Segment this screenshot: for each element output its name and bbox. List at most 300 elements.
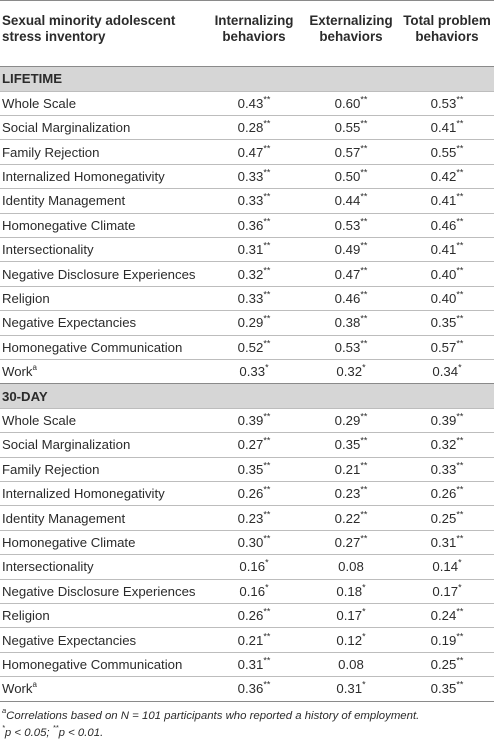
value-total: 0.25 xyxy=(430,656,457,672)
row-label: Religion xyxy=(2,608,50,624)
value-internalizing: 0.28 xyxy=(237,120,264,136)
value-externalizing: 0.57 xyxy=(334,144,361,160)
cell-externalizing xyxy=(302,213,400,237)
cell-externalizing xyxy=(302,433,400,457)
cell-externalizing xyxy=(302,115,400,139)
significance-stars: ** xyxy=(263,265,271,276)
footnote-text: Correlations based on N = 101 participants who reported a history of employment. xyxy=(6,710,420,722)
cell-externalizing xyxy=(302,359,400,383)
significance-stars: ** xyxy=(360,509,368,520)
footnote-star-1: * xyxy=(2,723,5,733)
cell-externalizing xyxy=(302,237,400,261)
significance-stars: ** xyxy=(263,606,271,617)
value-internalizing: 0.16 xyxy=(239,559,266,575)
table-row xyxy=(0,604,494,628)
value-total: 0.24 xyxy=(430,608,457,624)
row-label-footnote-marker: a xyxy=(32,362,37,372)
value-externalizing: 0.21 xyxy=(334,461,361,477)
significance-stars: ** xyxy=(456,338,464,349)
row-label-cell xyxy=(0,555,206,579)
significance-stars: * xyxy=(362,582,366,593)
cell-total xyxy=(400,262,494,286)
significance-stars: ** xyxy=(456,313,464,324)
row-label-cell xyxy=(0,579,206,603)
value-internalizing: 0.27 xyxy=(237,437,264,453)
value-total: 0.14 xyxy=(432,559,459,575)
row-label-footnote-marker: a xyxy=(32,679,37,689)
significance-stars: ** xyxy=(360,191,368,202)
significance-stars: ** xyxy=(263,411,271,422)
table-row xyxy=(0,482,494,506)
row-label: Intersectionality xyxy=(2,242,94,258)
significance-stars: ** xyxy=(263,631,271,642)
significance-stars: ** xyxy=(263,338,271,349)
table-body xyxy=(0,67,494,702)
cell-total xyxy=(400,140,494,164)
value-internalizing: 0.33 xyxy=(237,193,264,209)
significance-stars: ** xyxy=(263,143,271,154)
row-label: Homonegative Communication xyxy=(2,339,183,355)
significance-stars: ** xyxy=(456,484,464,495)
cell-internalizing xyxy=(206,140,302,164)
value-externalizing: 0.60 xyxy=(334,95,361,111)
value-internalizing: 0.32 xyxy=(237,266,264,282)
cell-internalizing xyxy=(206,213,302,237)
row-label-cell xyxy=(0,604,206,628)
significance-stars: ** xyxy=(263,289,271,300)
cell-externalizing xyxy=(302,140,400,164)
cell-externalizing xyxy=(302,311,400,335)
value-internalizing: 0.31 xyxy=(237,242,264,258)
cell-externalizing xyxy=(302,677,400,701)
cell-externalizing xyxy=(302,91,400,115)
value-total: 0.42 xyxy=(430,168,457,184)
cell-externalizing xyxy=(302,262,400,286)
row-label-cell xyxy=(0,677,206,701)
value-total: 0.19 xyxy=(430,632,457,648)
significance-stars: ** xyxy=(263,191,271,202)
cell-total xyxy=(400,506,494,530)
value-externalizing: 0.49 xyxy=(334,242,361,258)
cell-internalizing xyxy=(206,408,302,432)
table-row xyxy=(0,286,494,310)
value-externalizing: 0.47 xyxy=(334,266,361,282)
row-label-cell xyxy=(0,91,206,115)
row-label: Negative Disclosure Experiences xyxy=(2,266,196,282)
row-label-cell xyxy=(0,628,206,652)
row-label: Intersectionality xyxy=(2,559,94,575)
cell-total xyxy=(400,677,494,701)
value-internalizing: 0.30 xyxy=(237,535,264,551)
cell-externalizing xyxy=(302,579,400,603)
value-internalizing: 0.26 xyxy=(237,486,264,502)
significance-stars: ** xyxy=(456,436,464,447)
cell-total xyxy=(400,482,494,506)
significance-stars: ** xyxy=(263,679,271,690)
significance-stars: ** xyxy=(360,94,368,105)
cell-internalizing xyxy=(206,579,302,603)
table-row xyxy=(0,457,494,481)
row-label: Work xyxy=(2,364,33,380)
significance-stars: ** xyxy=(360,484,368,495)
value-externalizing: 0.08 xyxy=(338,559,364,575)
row-label: Religion xyxy=(2,290,50,306)
value-externalizing: 0.35 xyxy=(334,437,361,453)
value-externalizing: 0.46 xyxy=(334,290,361,306)
row-label: Work xyxy=(2,681,33,697)
value-internalizing: 0.36 xyxy=(237,217,264,233)
significance-stars: ** xyxy=(360,240,368,251)
value-internalizing: 0.23 xyxy=(237,510,264,526)
cell-total xyxy=(400,115,494,139)
significance-stars: * xyxy=(362,362,366,373)
significance-stars: ** xyxy=(263,509,271,520)
value-internalizing: 0.39 xyxy=(237,413,264,429)
row-label: Negative Expectancies xyxy=(2,632,137,648)
significance-stars: ** xyxy=(360,411,368,422)
significance-stars: ** xyxy=(263,167,271,178)
value-internalizing: 0.29 xyxy=(237,315,264,331)
table-row xyxy=(0,189,494,213)
value-total: 0.32 xyxy=(430,437,457,453)
value-externalizing: 0.08 xyxy=(338,656,364,672)
table-row xyxy=(0,359,494,383)
row-label-cell xyxy=(0,189,206,213)
row-label: Homonegative Climate xyxy=(2,217,136,233)
value-externalizing: 0.17 xyxy=(336,608,363,624)
table-row xyxy=(0,140,494,164)
row-label-cell xyxy=(0,164,206,188)
value-total: 0.53 xyxy=(430,95,457,111)
row-label-cell xyxy=(0,140,206,164)
significance-stars: ** xyxy=(456,533,464,544)
row-label-cell xyxy=(0,408,206,432)
header-internalizing: Internalizing behaviors xyxy=(206,1,302,67)
value-externalizing: 0.18 xyxy=(336,583,363,599)
significance-stars: ** xyxy=(456,655,464,666)
row-label-cell xyxy=(0,482,206,506)
cell-externalizing xyxy=(302,164,400,188)
row-label-cell xyxy=(0,115,206,139)
significance-stars: ** xyxy=(263,240,271,251)
cell-externalizing xyxy=(302,457,400,481)
row-label: Internalized Homonegativity xyxy=(2,486,165,502)
footnote-star-2: ** xyxy=(52,723,59,733)
row-label: Homonegative Climate xyxy=(2,535,136,551)
value-total: 0.41 xyxy=(430,120,457,136)
table-row xyxy=(0,555,494,579)
significance-stars: ** xyxy=(456,265,464,276)
cell-internalizing xyxy=(206,286,302,310)
cell-internalizing xyxy=(206,604,302,628)
cell-total xyxy=(400,628,494,652)
cell-internalizing xyxy=(206,530,302,554)
significance-stars: ** xyxy=(360,143,368,154)
value-internalizing: 0.35 xyxy=(237,461,264,477)
row-label: Family Rejection xyxy=(2,144,100,160)
row-label-cell xyxy=(0,457,206,481)
significance-stars: ** xyxy=(456,143,464,154)
section-title: 30-DAY xyxy=(0,384,494,409)
value-total: 0.34 xyxy=(432,364,459,380)
value-total: 0.41 xyxy=(430,193,457,209)
row-label: Internalized Homonegativity xyxy=(2,168,165,184)
cell-externalizing xyxy=(302,286,400,310)
footnote-p05: p < 0.05; xyxy=(4,727,53,739)
significance-stars: * xyxy=(458,558,462,569)
row-label: Identity Management xyxy=(2,510,126,526)
table-row xyxy=(0,628,494,652)
value-internalizing: 0.21 xyxy=(237,632,264,648)
cell-total xyxy=(400,530,494,554)
significance-stars: ** xyxy=(360,338,368,349)
significance-stars: ** xyxy=(263,94,271,105)
value-total: 0.26 xyxy=(430,486,457,502)
significance-stars: ** xyxy=(360,265,368,276)
cell-externalizing xyxy=(302,189,400,213)
significance-stars: * xyxy=(362,631,366,642)
cell-total xyxy=(400,359,494,383)
footnote-p01: p < 0.01. xyxy=(58,727,104,739)
row-label-cell xyxy=(0,311,206,335)
significance-stars: ** xyxy=(456,631,464,642)
significance-stars: ** xyxy=(360,216,368,227)
row-label: Negative Expectancies xyxy=(2,315,137,331)
table-row xyxy=(0,237,494,261)
table-row xyxy=(0,262,494,286)
value-externalizing: 0.53 xyxy=(334,217,361,233)
value-internalizing: 0.43 xyxy=(237,95,264,111)
cell-externalizing xyxy=(302,628,400,652)
value-total: 0.35 xyxy=(430,315,457,331)
value-externalizing: 0.38 xyxy=(334,315,361,331)
significance-stars: ** xyxy=(456,509,464,520)
significance-stars: ** xyxy=(263,436,271,447)
cell-internalizing xyxy=(206,189,302,213)
row-label-cell xyxy=(0,262,206,286)
cell-externalizing xyxy=(302,482,400,506)
cell-internalizing xyxy=(206,115,302,139)
significance-stars: ** xyxy=(456,191,464,202)
row-label-cell xyxy=(0,286,206,310)
significance-stars: ** xyxy=(263,484,271,495)
cell-total xyxy=(400,286,494,310)
cell-internalizing xyxy=(206,457,302,481)
cell-externalizing xyxy=(302,555,400,579)
header-externalizing: Externalizing behaviors xyxy=(302,1,400,67)
footnote-employment xyxy=(2,708,492,725)
row-label: Social Marginalization xyxy=(2,437,131,453)
row-label: Identity Management xyxy=(2,193,126,209)
cell-total xyxy=(400,604,494,628)
significance-stars: ** xyxy=(263,533,271,544)
cell-total xyxy=(400,408,494,432)
table-row xyxy=(0,677,494,701)
cell-internalizing xyxy=(206,677,302,701)
value-externalizing: 0.44 xyxy=(334,193,361,209)
significance-stars: ** xyxy=(263,460,271,471)
significance-stars: ** xyxy=(360,436,368,447)
value-internalizing: 0.33 xyxy=(237,168,264,184)
cell-total xyxy=(400,457,494,481)
row-label: Whole Scale xyxy=(2,95,77,111)
value-externalizing: 0.50 xyxy=(334,168,361,184)
cell-externalizing xyxy=(302,604,400,628)
significance-stars: * xyxy=(265,362,269,373)
cell-internalizing xyxy=(206,359,302,383)
significance-stars: * xyxy=(458,582,462,593)
table-row xyxy=(0,652,494,676)
value-total: 0.46 xyxy=(430,217,457,233)
significance-stars: ** xyxy=(456,460,464,471)
cell-internalizing xyxy=(206,652,302,676)
cell-externalizing xyxy=(302,652,400,676)
significance-stars: ** xyxy=(360,118,368,129)
value-externalizing: 0.23 xyxy=(334,486,361,502)
value-externalizing: 0.53 xyxy=(334,339,361,355)
significance-stars: ** xyxy=(360,313,368,324)
significance-stars: ** xyxy=(263,118,271,129)
table-row xyxy=(0,506,494,530)
significance-stars: ** xyxy=(360,167,368,178)
significance-stars: * xyxy=(265,582,269,593)
row-label-cell xyxy=(0,213,206,237)
row-label-cell xyxy=(0,237,206,261)
row-label: Negative Disclosure Experiences xyxy=(2,583,196,599)
value-internalizing: 0.31 xyxy=(237,656,264,672)
cell-internalizing xyxy=(206,433,302,457)
cell-total xyxy=(400,91,494,115)
table-row xyxy=(0,335,494,359)
value-internalizing: 0.52 xyxy=(237,339,264,355)
header-inventory: Sexual minority adolescent stress inventory xyxy=(0,1,206,67)
cell-total xyxy=(400,555,494,579)
row-label: Family Rejection xyxy=(2,461,100,477)
significance-stars: ** xyxy=(456,411,464,422)
row-label-cell xyxy=(0,359,206,383)
value-total: 0.39 xyxy=(430,413,457,429)
row-label: Social Marginalization xyxy=(2,120,131,136)
section-header-row xyxy=(0,67,494,92)
row-label-cell xyxy=(0,335,206,359)
significance-stars: ** xyxy=(456,94,464,105)
table-row xyxy=(0,164,494,188)
significance-stars: ** xyxy=(456,216,464,227)
cell-externalizing xyxy=(302,408,400,432)
row-label-cell xyxy=(0,506,206,530)
significance-stars: ** xyxy=(263,216,271,227)
cell-total xyxy=(400,335,494,359)
value-externalizing: 0.22 xyxy=(334,510,361,526)
value-total: 0.17 xyxy=(432,583,459,599)
value-externalizing: 0.12 xyxy=(336,632,363,648)
value-externalizing: 0.27 xyxy=(334,535,361,551)
table-row xyxy=(0,91,494,115)
value-externalizing: 0.29 xyxy=(334,413,361,429)
cell-internalizing xyxy=(206,311,302,335)
value-internalizing: 0.26 xyxy=(237,608,264,624)
cell-internalizing xyxy=(206,262,302,286)
row-label-cell xyxy=(0,530,206,554)
cell-internalizing xyxy=(206,164,302,188)
table-row xyxy=(0,579,494,603)
row-label-cell xyxy=(0,652,206,676)
section-title: LIFETIME xyxy=(0,67,494,92)
significance-stars: ** xyxy=(456,240,464,251)
significance-stars: ** xyxy=(456,118,464,129)
significance-stars: ** xyxy=(263,655,271,666)
significance-stars: ** xyxy=(456,289,464,300)
table-header xyxy=(0,1,494,67)
cell-internalizing xyxy=(206,237,302,261)
cell-externalizing xyxy=(302,530,400,554)
row-label-cell xyxy=(0,433,206,457)
cell-total xyxy=(400,213,494,237)
cell-total xyxy=(400,189,494,213)
cell-externalizing xyxy=(302,335,400,359)
significance-stars: ** xyxy=(456,606,464,617)
value-internalizing: 0.16 xyxy=(239,583,266,599)
footnote-marker: a xyxy=(2,706,7,716)
value-internalizing: 0.33 xyxy=(237,290,264,306)
cell-internalizing xyxy=(206,482,302,506)
value-total: 0.35 xyxy=(430,681,457,697)
cell-total xyxy=(400,579,494,603)
cell-total xyxy=(400,164,494,188)
value-externalizing: 0.31 xyxy=(336,681,363,697)
value-total: 0.41 xyxy=(430,242,457,258)
cell-internalizing xyxy=(206,506,302,530)
significance-stars: ** xyxy=(360,289,368,300)
value-total: 0.40 xyxy=(430,266,457,282)
section-header-row xyxy=(0,384,494,409)
header-total: Total problem behaviors xyxy=(400,1,494,67)
table-footnotes xyxy=(2,708,492,742)
cell-total xyxy=(400,237,494,261)
table-bottom-rule xyxy=(0,701,494,702)
value-internalizing: 0.36 xyxy=(237,681,264,697)
table-row xyxy=(0,213,494,237)
value-total: 0.55 xyxy=(430,144,457,160)
value-internalizing: 0.47 xyxy=(237,144,264,160)
row-label: Homonegative Communication xyxy=(2,656,183,672)
footnote-significance xyxy=(2,725,492,742)
value-total: 0.57 xyxy=(430,339,457,355)
significance-stars: * xyxy=(265,558,269,569)
table-row xyxy=(0,530,494,554)
cell-externalizing xyxy=(302,506,400,530)
value-total: 0.33 xyxy=(430,461,457,477)
table-row xyxy=(0,115,494,139)
table-row xyxy=(0,311,494,335)
cell-total xyxy=(400,433,494,457)
cell-internalizing xyxy=(206,628,302,652)
cell-total xyxy=(400,652,494,676)
cell-internalizing xyxy=(206,555,302,579)
value-total: 0.31 xyxy=(430,535,457,551)
significance-stars: ** xyxy=(456,167,464,178)
table-row xyxy=(0,433,494,457)
value-total: 0.40 xyxy=(430,290,457,306)
significance-stars: * xyxy=(362,606,366,617)
significance-stars: ** xyxy=(456,679,464,690)
value-internalizing: 0.33 xyxy=(239,364,266,380)
cell-internalizing xyxy=(206,335,302,359)
value-externalizing: 0.55 xyxy=(334,120,361,136)
cell-total xyxy=(400,311,494,335)
significance-stars: ** xyxy=(360,460,368,471)
row-label: Whole Scale xyxy=(2,413,77,429)
